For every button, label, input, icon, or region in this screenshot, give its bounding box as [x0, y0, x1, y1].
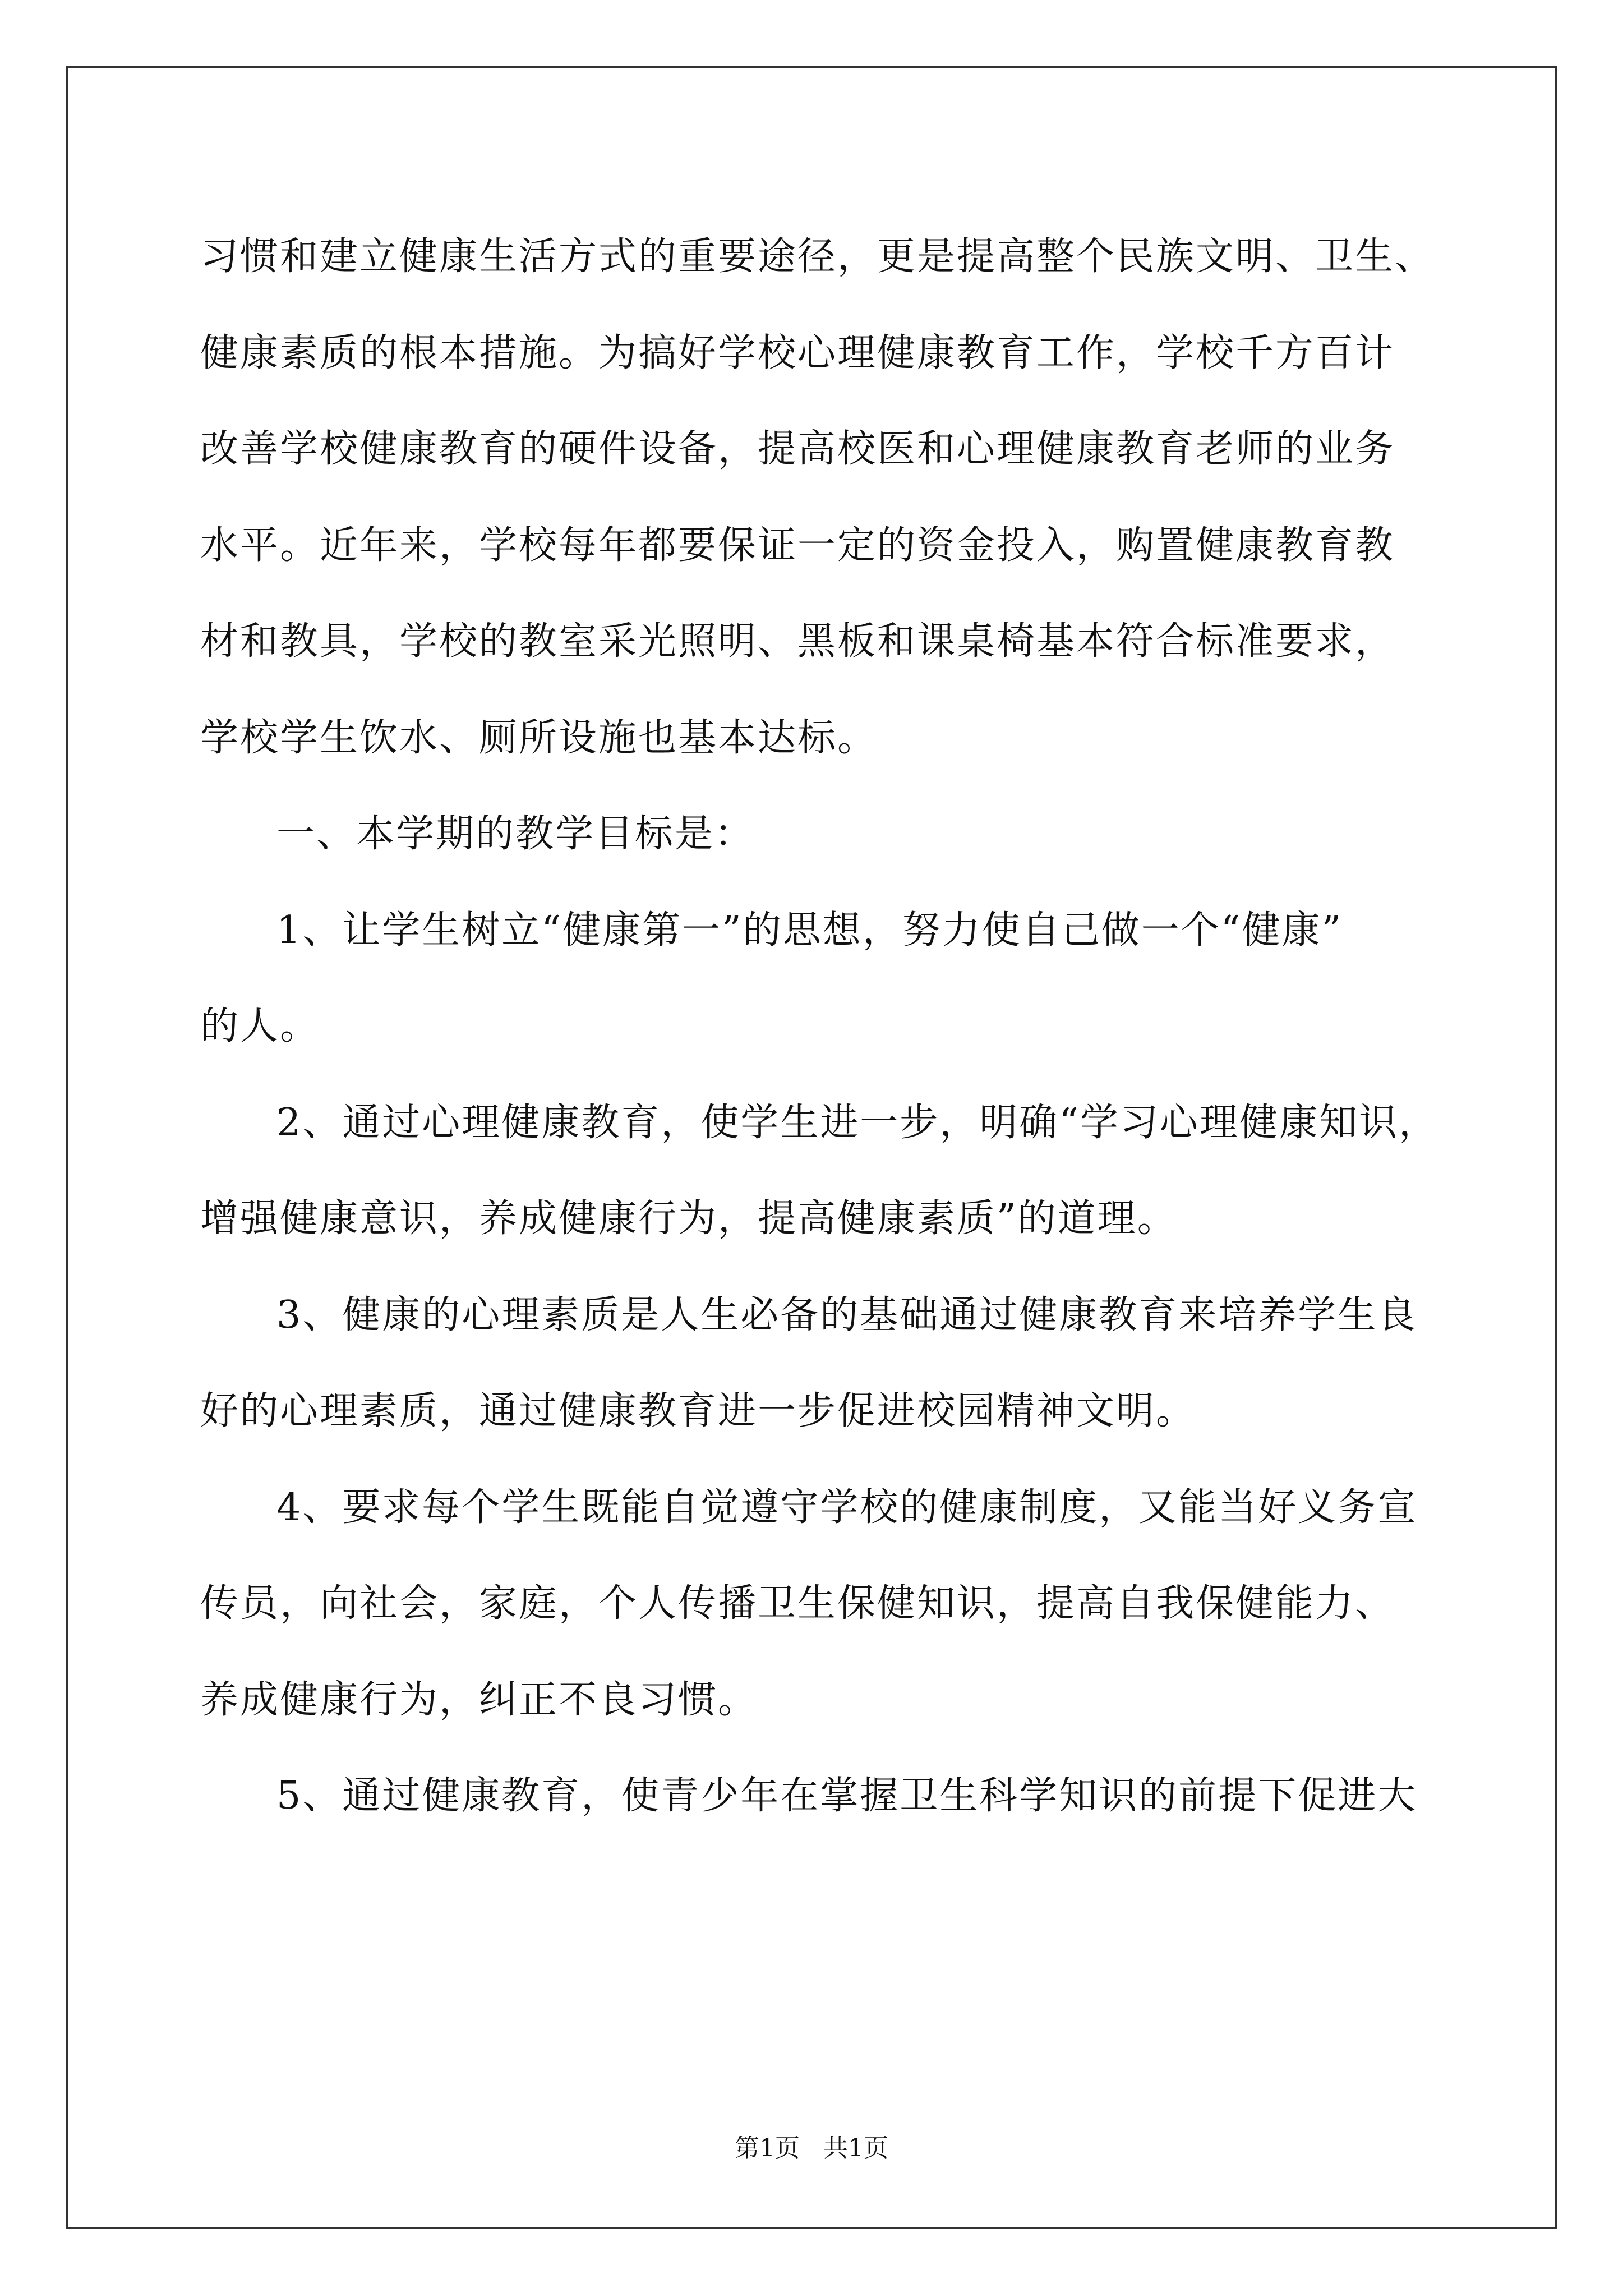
text-line: 增强健康意识，养成健康行为，提高健康素质”的道理。: [200, 1197, 1177, 1241]
text-line: 传员，向社会，家庭，个人传播卫生保健知识，提高自我保健能力、: [200, 1581, 1395, 1626]
section-heading: 一、本学期的教学目标是：: [276, 812, 755, 856]
text-line: 学校学生饮水、厕所设施也基本达标。: [200, 715, 878, 760]
text-line: 水平。近年来，学校每年都要保证一定的资金投入，购置健康教育教: [200, 523, 1395, 568]
text-line: 好的心理素质，通过健康教育进一步促进校园精神文明。: [200, 1389, 1196, 1433]
text-line: 材和教具，学校的教室采光照明、黑板和课桌椅基本符合标准要求，: [200, 619, 1395, 664]
list-item-5: 5、通过健康教育，使青少年在掌握卫生科学知识的前提下促进大: [276, 1774, 1418, 1818]
list-item-2: 2、通过心理健康教育，使学生进一步，明确“学习心理健康知识，: [276, 1100, 1439, 1145]
list-item-4: 4、要求每个学生既能自觉遵守学校的健康制度，又能当好义务宣: [276, 1485, 1418, 1530]
text-line: 改善学校健康教育的硬件设备，提高校医和心理健康教育老师的业务: [200, 427, 1395, 471]
page-footer: 第1页 共1页: [735, 2134, 888, 2162]
document-body: [200, 209, 1439, 1844]
text-line: 习惯和建立健康生活方式的重要途径，更是提高整个民族文明、卫生、: [200, 234, 1435, 279]
list-item-1: 1、让学生树立“健康第一”的思想，努力使自己做一个“健康”: [276, 908, 1343, 953]
text-line: 的人。: [200, 1004, 320, 1048]
text-line: 养成健康行为，纠正不良习惯。: [200, 1677, 758, 1722]
text-line: 健康素质的根本措施。为搞好学校心理健康教育工作，学校千方百计: [200, 330, 1395, 375]
list-item-3: 3、健康的心理素质是人生必备的基础通过健康教育来培养学生良: [276, 1292, 1418, 1337]
